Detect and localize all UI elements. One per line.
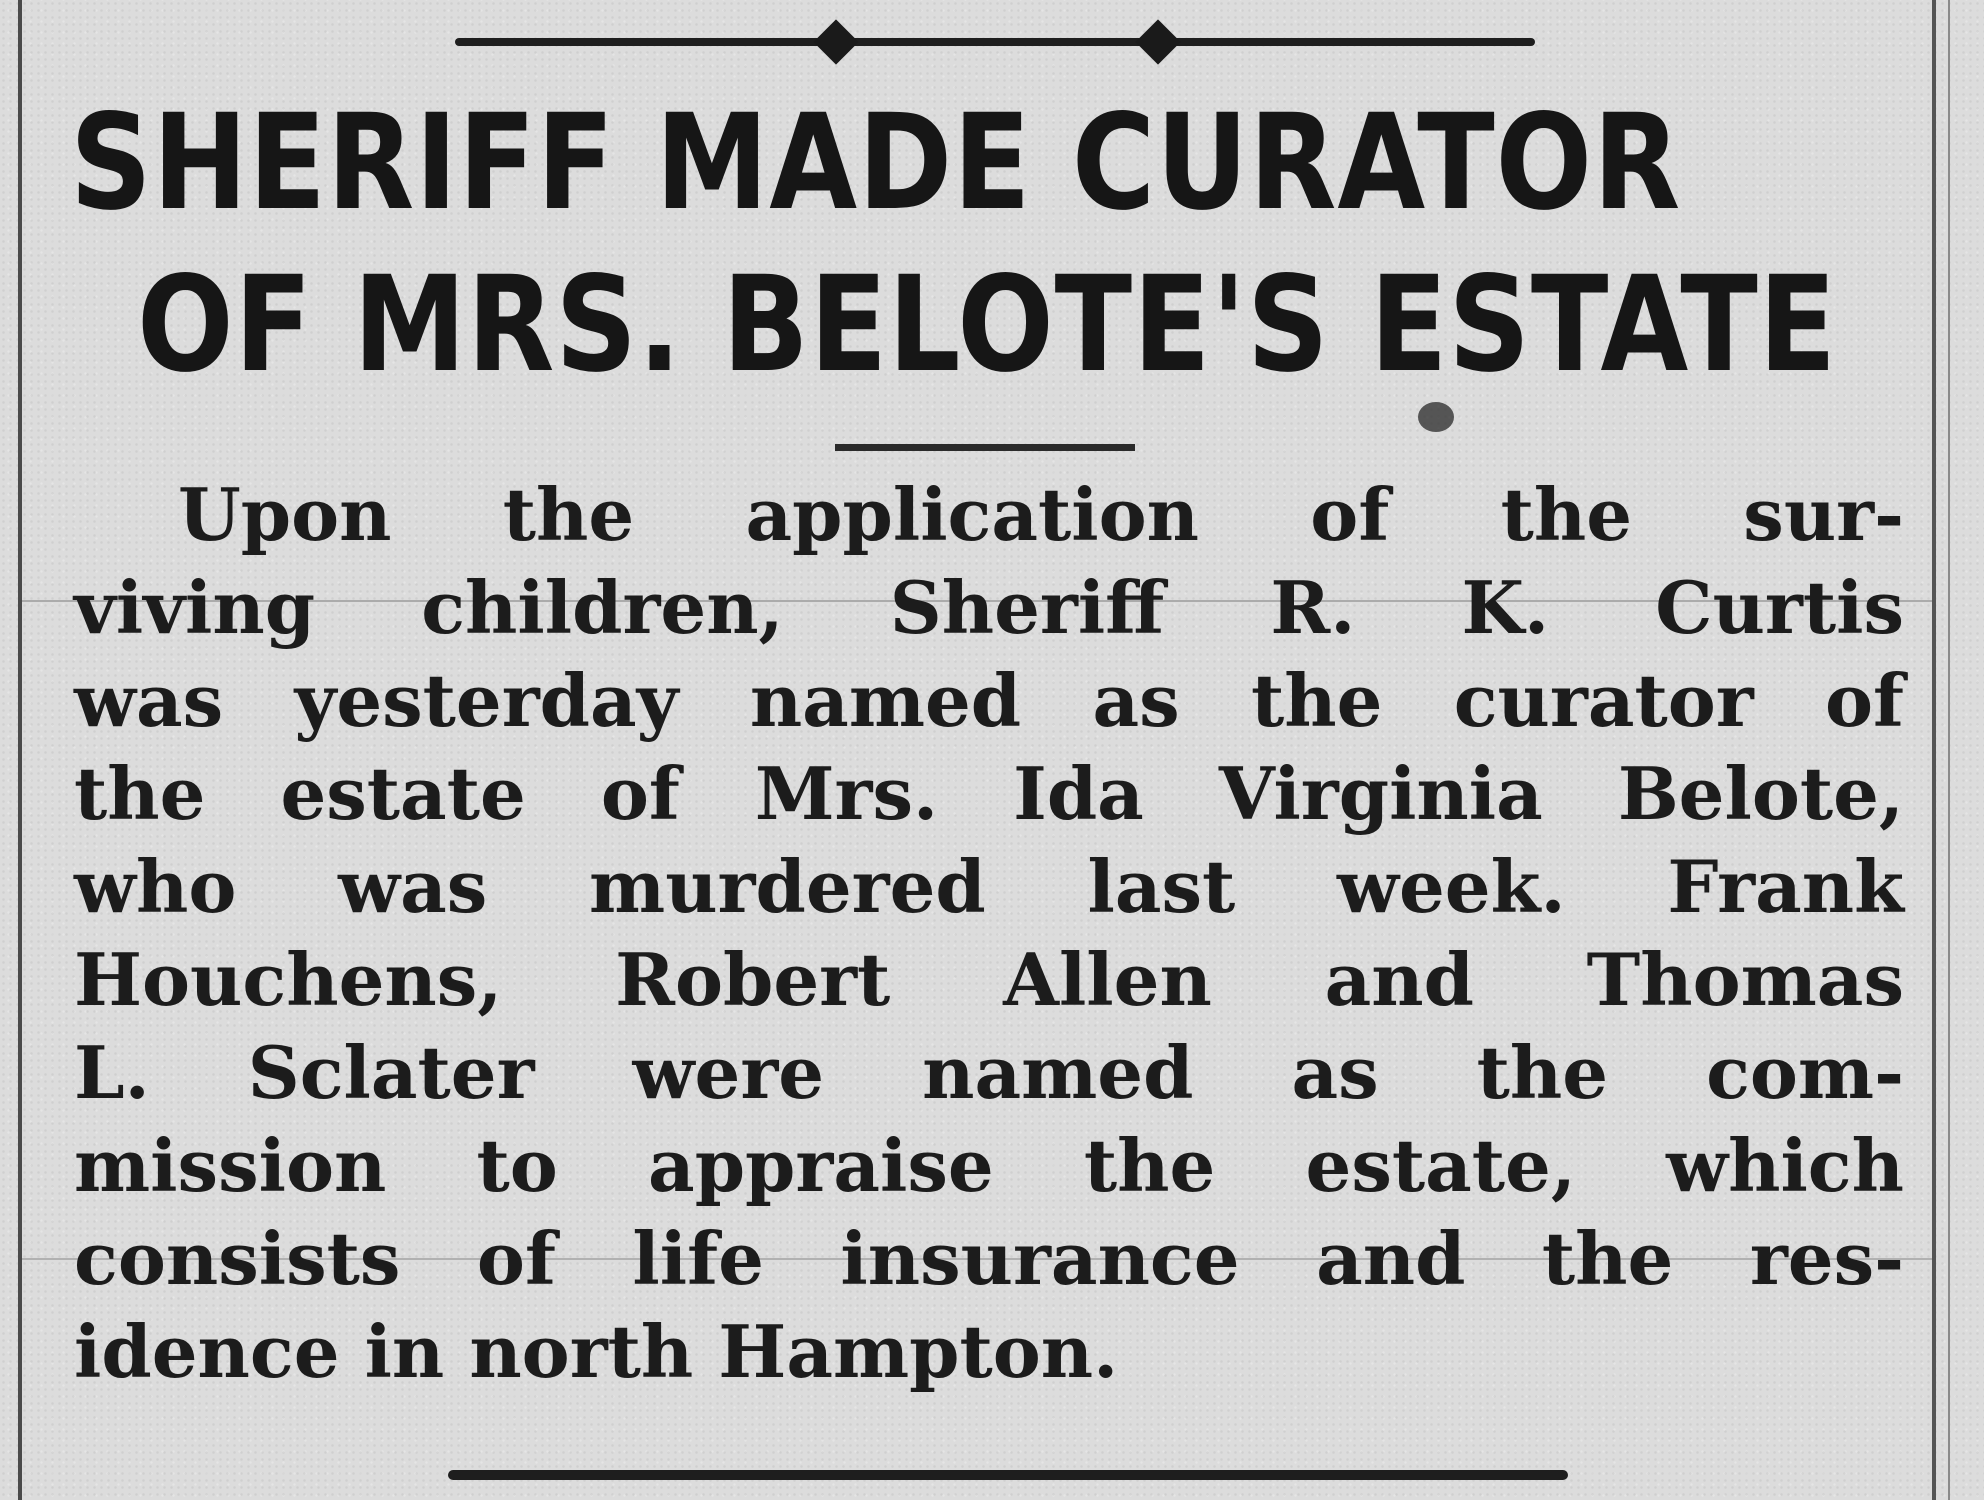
body-line: Houchens, Robert Allen and Thomas (74, 937, 1904, 1022)
body-line: idence in north Hampton. (74, 1309, 1119, 1394)
body-line: viving children, Sheriff R. K. Curtis (74, 565, 1904, 650)
body-line: was yesterday named as the curator of (74, 658, 1904, 743)
body-line: mission to appraise the estate, which (74, 1123, 1904, 1208)
column-rule-right-outer (1948, 0, 1950, 1500)
bottom-ornamental-rule (448, 1470, 1568, 1480)
body-line: consists of life insurance and the res- (74, 1216, 1904, 1301)
ink-blot (1418, 402, 1454, 432)
body-line: Upon the application of the sur- (178, 472, 1904, 557)
headline-line-1: SHERIFF MADE CURATOR (70, 86, 1682, 240)
body-line: L. Sclater were named as the com- (74, 1030, 1904, 1115)
rule-ornament-right (1135, 19, 1180, 64)
rule-ornament-left (813, 19, 858, 64)
column-rule-right (1932, 0, 1936, 1500)
top-ornamental-rule (455, 38, 1535, 46)
headline-line-2: OF MRS. BELOTE'S ESTATE (137, 248, 1838, 402)
body-line: who was murdered last week. Frank (74, 844, 1904, 929)
article-headline (70, 82, 1838, 406)
headline-divider-rule (835, 444, 1135, 451)
column-rule-left (18, 0, 22, 1500)
article-body (74, 468, 1904, 1398)
body-line: the estate of Mrs. Ida Virginia Belote, (74, 751, 1904, 836)
